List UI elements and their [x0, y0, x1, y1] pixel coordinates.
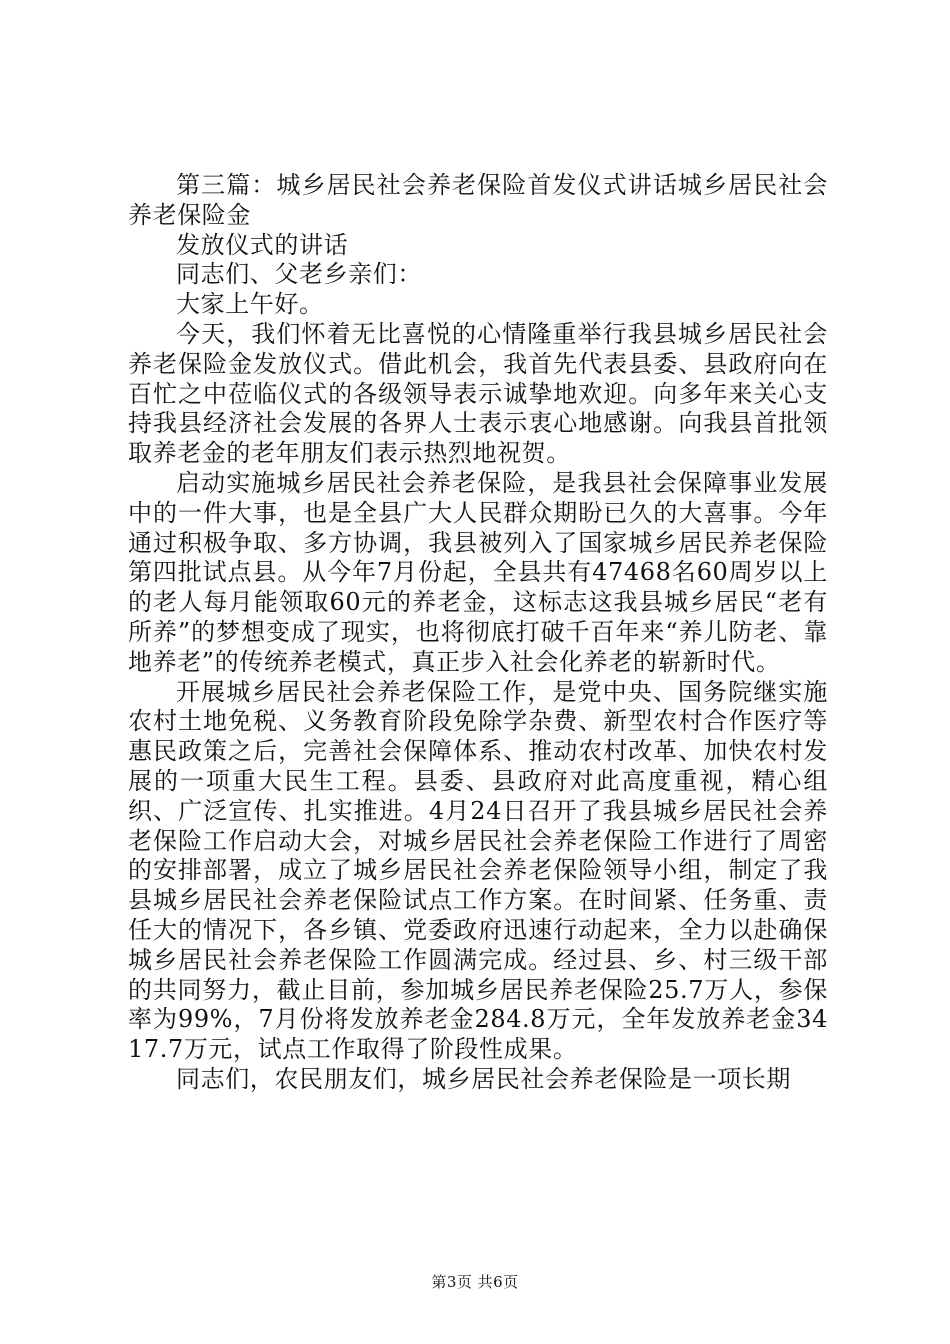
- paragraph-salutation: 同志们、父老乡亲们：: [176, 260, 422, 289]
- page-number: 第3页 共6页: [431, 1273, 519, 1291]
- paragraph-title: 第三篇：城乡居民社会养老保险首发仪式讲话城乡居民社会养老保险金: [128, 171, 828, 229]
- paragraph-welcome: 今天，我们怀着无比喜悦的心情隆重举行我县城乡居民社会养老保险金发放仪式。借此机会，我首先代表县委、县政府向在百忙之中莅临仪式的各级领导表示诚挚地欢迎。向多年来关心支持我县经济社会发展的各界人士表示衷心地感谢。向我县首批领取养老金的老年朋友们表示热烈地祝贺。: [128, 319, 828, 468]
- paragraph-launch: 启动实施城乡居民社会养老保险，是我县社会保障事业发展中的一件大事，也是全县广大人民群众期盼已久的大喜事。今年通过积极争取、多方协调，我县被列入了国家城乡居民养老保险第四批试点县。从今年7月份起，全县共有47468名60周岁以上的老人每月能领取60元的养老金，这标志这我县城乡居民“老有所养”的梦想变成了现实，也将彻底打破千百年来“养儿防老、靠地养老”的传统养老模式，真正步入社会化养老的崭新时代。: [128, 468, 828, 676]
- document-body: [128, 171, 828, 1095]
- paragraph-progress: 开展城乡居民社会养老保险工作，是党中央、国务院继实施农村土地免税、义务教育阶段免除学杂费、新型农村合作医疗等惠民政策之后，完善社会保障体系、推动农村改革、加快农村发展的一项重大民生工程。县委、县政府对此高度重视，精心组织、广泛宣传、扎实推进。4月24日召开了我县城乡居民社会养老保险工作启动大会，对城乡居民社会养老保险工作进行了周密的安排部署，成立了城乡居民社会养老保险领导小组，制定了我县城乡居民社会养老保险试点工作方案。在时间紧、任务重、责任大的情况下，各乡镇、党委政府迅速行动起来，全力以赴确保城乡居民社会养老保险工作圆满完成。经过县、乡、村三级干部的共同努力，截止目前，参加城乡居民养老保险25.7万人，参保率为99%，7月份将发放养老金284.8万元，全年发放养老金3417.7万元，试点工作取得了阶段性成果。: [128, 677, 828, 1064]
- paragraph-subtitle: 发放仪式的讲话: [176, 230, 349, 259]
- paragraph-closing: 同志们，农民朋友们，城乡居民社会养老保险是一项长期: [176, 1064, 791, 1093]
- paragraph-greeting: 大家上午好。: [176, 290, 324, 319]
